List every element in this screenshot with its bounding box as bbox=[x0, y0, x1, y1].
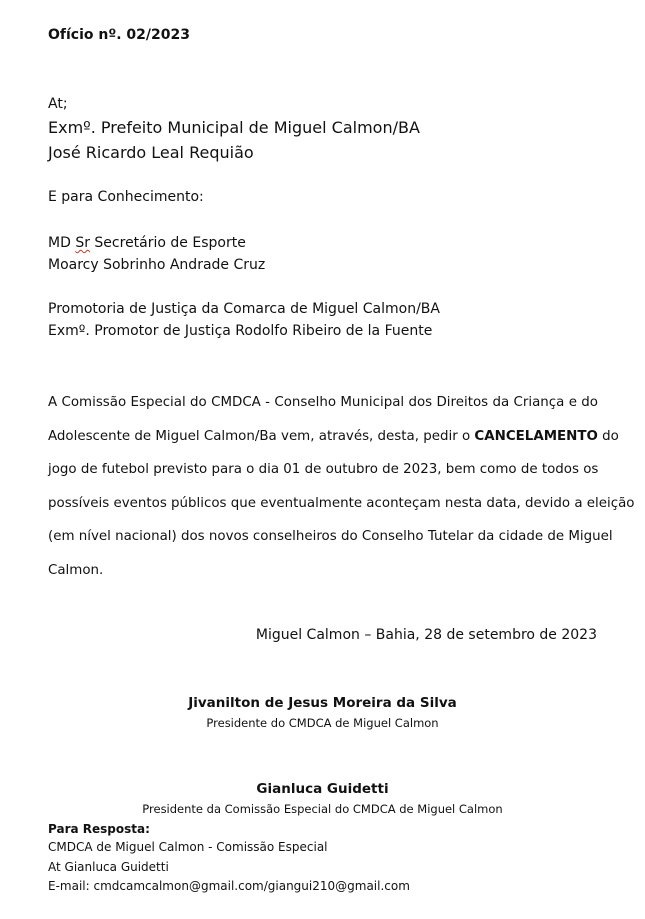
signature-name: Jivanilton de Jesus Moreira da Silva bbox=[188, 695, 457, 711]
secretary-sr: Sr bbox=[75, 235, 90, 251]
body-row bbox=[48, 420, 619, 454]
body-row: A Comissão Especial do CMDCA - Conselho Municipal dos Direitos da Criança e do bbox=[48, 395, 598, 410]
prosecutor-name: Exmº. Promotor de Justiça Rodolfo Ribeiro de la Fuente bbox=[48, 323, 433, 339]
reply-label: Para Resposta: bbox=[48, 822, 150, 836]
signature-role: Presidente do CMDCA de Miguel Calmon bbox=[206, 716, 439, 730]
secretary-prefix: MD bbox=[48, 235, 76, 251]
reply-email: E-mail: cmdcamcalmon@gmail.com/giangui210@gmail.com bbox=[48, 879, 410, 893]
at-label: At; bbox=[48, 96, 68, 112]
body-row2-pre: Adolescente de Miguel Calmon/Ba vem, através, desta, pedir o bbox=[48, 428, 475, 444]
body-row: (em nível nacional) dos novos conselheiros do Conselho Tutelar da cidade de Miguel bbox=[48, 529, 613, 544]
body-row: Calmon. bbox=[48, 562, 104, 578]
body-row2-post: do bbox=[597, 428, 619, 444]
secretary-rest: Secretário de Esporte bbox=[89, 235, 246, 251]
prosecutor-office: Promotoria de Justiça da Comarca de Miguel Calmon/BA bbox=[48, 301, 440, 317]
addressee-title: Exmº. Prefeito Municipal de Miguel Calmon/BA bbox=[48, 118, 420, 137]
body-row: possíveis eventos públicos que eventualmente aconteçam nesta data, devido a eleição bbox=[48, 495, 635, 511]
date-line: Miguel Calmon – Bahia, 28 de setembro de 2023 bbox=[255, 627, 597, 643]
body-row: jogo de futebol previsto para o dia 01 de outubro de 2023, bem como de todos os bbox=[48, 462, 599, 477]
cancelamento-emphasis: CANCELAMENTO bbox=[474, 428, 598, 444]
signature-name: Gianluca Guidetti bbox=[256, 781, 389, 797]
secretary-title bbox=[48, 235, 246, 251]
body-paragraph bbox=[48, 386, 635, 587]
secretary-name: Moarcy Sobrinho Andrade Cruz bbox=[48, 257, 266, 273]
signature-role: Presidente da Comissão Especial do CMDCA de Miguel Calmon bbox=[142, 802, 503, 816]
reply-attention: At Gianluca Guidetti bbox=[48, 860, 169, 874]
oficio-number: Ofício nº. 02/2023 bbox=[48, 27, 190, 43]
addressee-name: José Ricardo Leal Requião bbox=[48, 143, 254, 162]
knowledge-label: E para Conhecimento: bbox=[48, 189, 204, 205]
reply-org: CMDCA de Miguel Calmon - Comissão Especial bbox=[48, 840, 328, 854]
